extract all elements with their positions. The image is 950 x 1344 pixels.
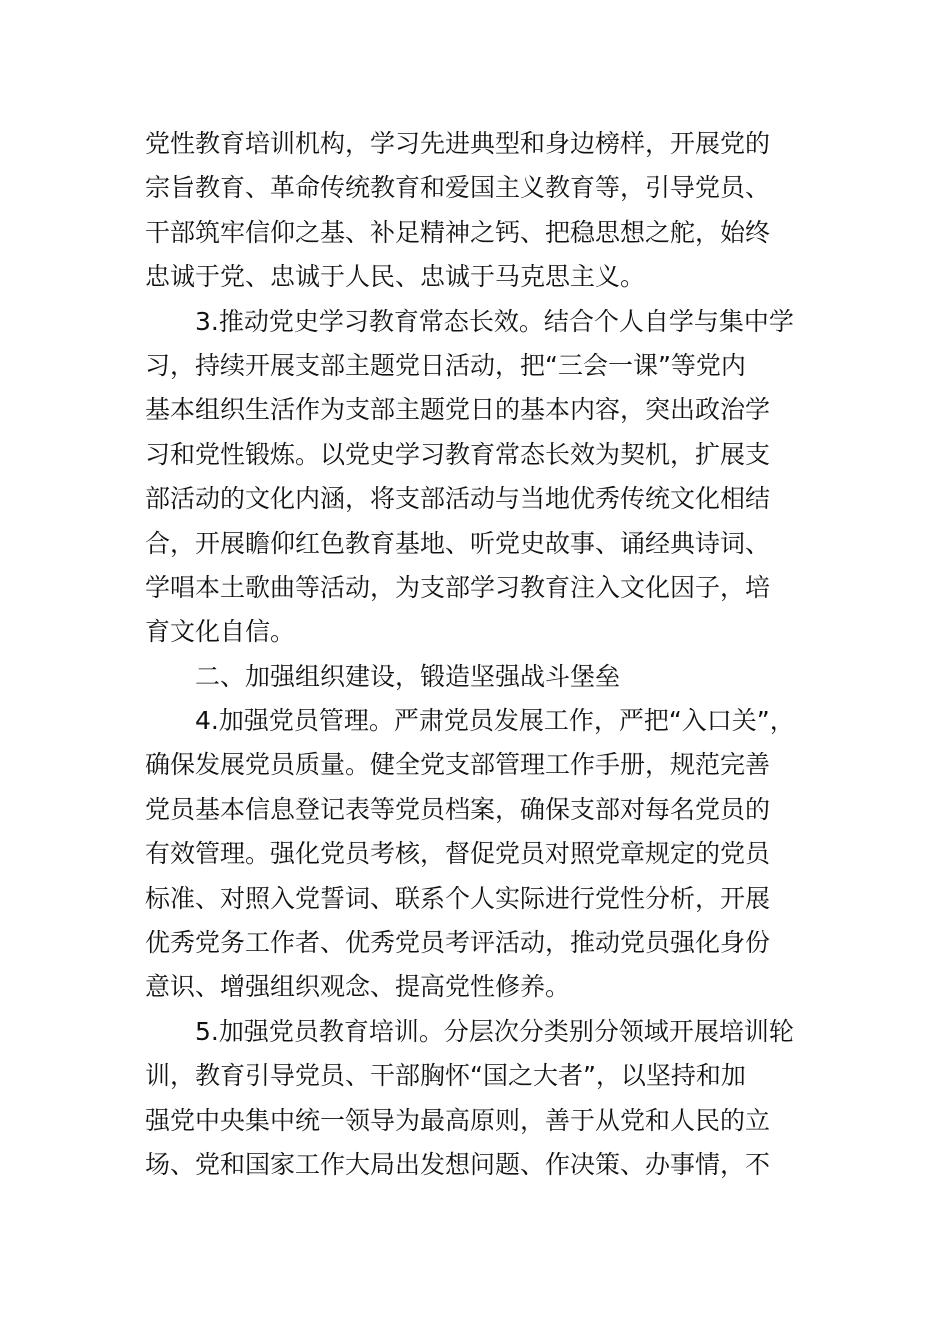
- text-line: 党性教育培训机构，学习先进典型和身边榜样，开展党的: [145, 129, 771, 158]
- text-line: 宗旨教育、革命传统教育和爱国主义教育等，引导党员、: [145, 173, 771, 203]
- text-line: 场、党和国家工作大局出发想问题、作决策、办事情，不: [145, 1149, 771, 1179]
- text-line: 合，开展瞻仰红色教育基地、听党史故事、诵经典诗词、: [145, 528, 771, 558]
- text-line: 确保发展党员质量。健全党支部管理工作手册，规范完善: [145, 750, 771, 780]
- text-line: 忠诚于党、忠诚于人民、忠诚于马克思主义。: [145, 262, 646, 292]
- text-line: 意识、增强组织观念、提高党性修养。: [145, 972, 571, 1002]
- text-line: 二、加强组织建设，锻造坚强战斗堡垒: [195, 661, 621, 691]
- text-line: 育文化自信。: [145, 617, 296, 647]
- text-line: 标准、对照入党誓词、联系个人实际进行党性分析，开展: [145, 883, 771, 913]
- text-line: 学唱本土歌曲等活动，为支部学习教育注入文化因子，培: [145, 572, 771, 602]
- text-line: 优秀党务工作者、优秀党员考评活动，推动党员强化身份: [145, 928, 771, 958]
- text-line: 基本组织生活作为支部主题党日的基本内容，突出政治学: [145, 395, 771, 425]
- text-line: 习，持续开展支部主题党日活动，把“三会一课”等党内: [145, 350, 746, 380]
- text-line: 4.加强党员管理。严肃党员发展工作，严把“入口关”，: [195, 706, 795, 736]
- text-line: 5.加强党员教育培训。分层次分类别分领域开展培训轮: [195, 1016, 794, 1046]
- text-line: 干部筑牢信仰之基、补足精神之钙、把稳思想之舵，始终: [145, 217, 771, 247]
- text-line: 部活动的文化内涵，将支部活动与当地优秀传统文化相结: [145, 484, 771, 514]
- text-line: 3.推动党史学习教育常态长效。结合个人自学与集中学: [195, 306, 794, 336]
- text-line: 强党中央集中统一领导为最高原则，善于从党和人民的立: [145, 1105, 771, 1135]
- text-line: 习和党性锻炼。以党史学习教育常态长效为契机，扩展支: [145, 439, 771, 469]
- text-line: 有效管理。强化党员考核，督促党员对照党章规定的党员: [145, 839, 771, 869]
- document-body: [145, 122, 835, 1187]
- text-line: 训，教育引导党员、干部胸怀“国之大者”，以坚持和加: [145, 1061, 746, 1091]
- text-line: 党员基本信息登记表等党员档案，确保支部对每名党员的: [145, 794, 771, 824]
